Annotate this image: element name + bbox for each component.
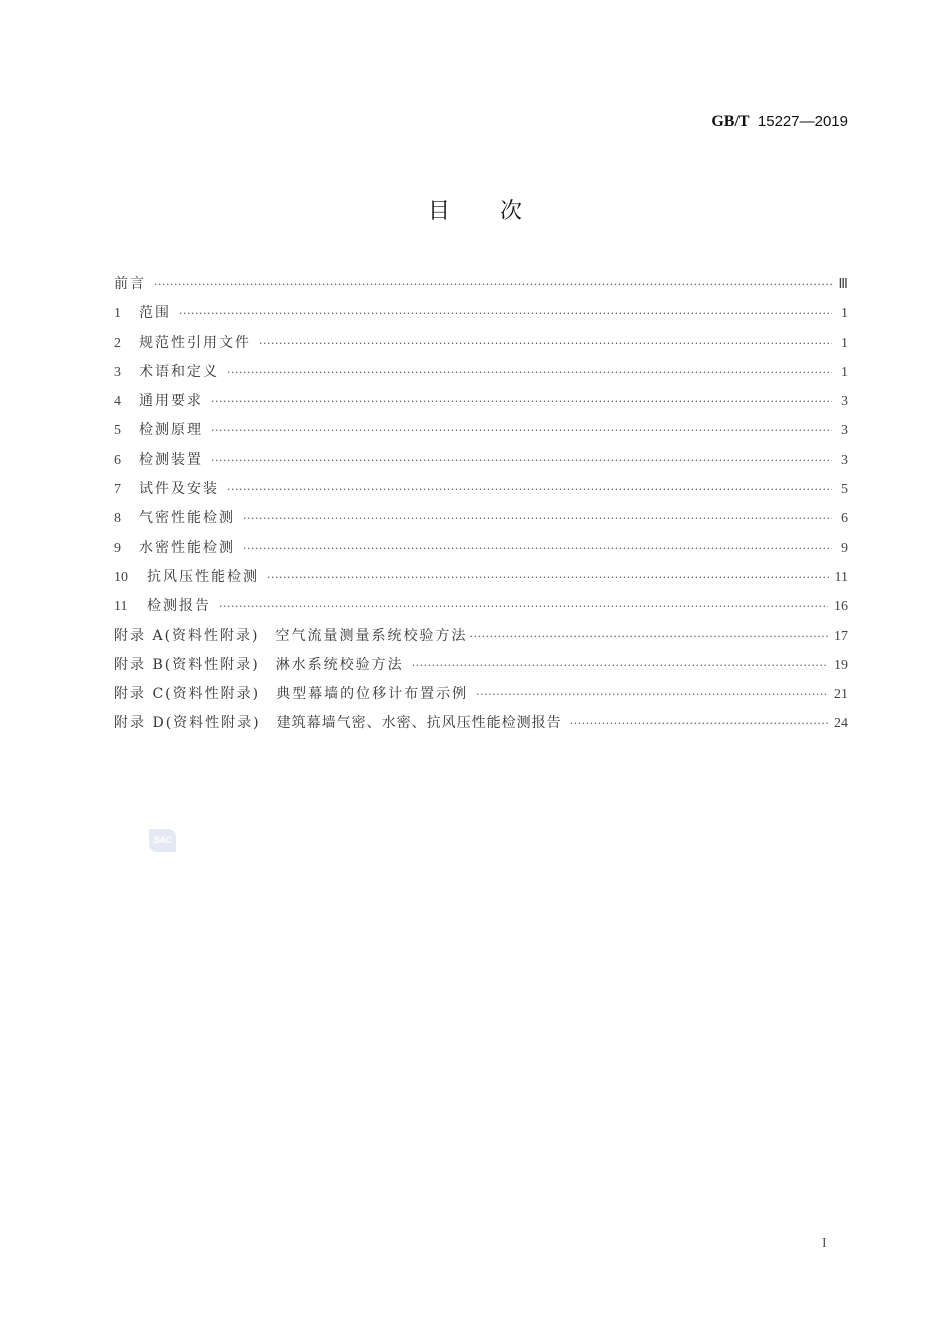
page-number: I xyxy=(822,1236,827,1251)
toc-entry[interactable] xyxy=(114,299,848,328)
toc-entry[interactable] xyxy=(114,504,848,533)
page-title xyxy=(0,194,950,225)
toc-label: 气密性能检测 xyxy=(139,510,235,527)
toc-leader-dots xyxy=(179,299,832,328)
toc-page: 9 xyxy=(841,540,848,556)
toc-number: 11 xyxy=(114,599,128,615)
toc-leader-dots xyxy=(476,680,828,709)
toc-leader-dots xyxy=(243,534,832,563)
toc-page: 17 xyxy=(834,628,848,644)
toc-leader-dots xyxy=(211,387,832,416)
toc-label: 抗风压性能检测 xyxy=(147,568,259,585)
annex-kind: (资料性附录) xyxy=(164,656,260,673)
toc-entry[interactable] xyxy=(114,592,848,621)
toc-label: 检测原理 xyxy=(139,422,203,439)
toc-label: 空气流量测量系统校验方法 xyxy=(275,627,468,644)
toc-label: 通用要求 xyxy=(139,393,203,410)
annex-prefix: 附录 A xyxy=(114,627,165,644)
toc-label: 规范性引用文件 xyxy=(139,334,251,351)
toc-entry-foreword[interactable] xyxy=(114,270,848,299)
toc-page: Ⅲ xyxy=(838,277,848,292)
toc-leader-dots xyxy=(219,592,828,621)
toc-page: 19 xyxy=(834,657,848,673)
toc-number: 5 xyxy=(114,423,121,439)
toc-label: 水密性能检测 xyxy=(139,539,235,556)
toc-leader-dots xyxy=(570,709,828,738)
toc-page: 11 xyxy=(834,569,848,585)
toc-page: 16 xyxy=(834,599,848,615)
toc-leader-dots xyxy=(154,270,832,299)
toc-leader-dots xyxy=(259,329,832,358)
toc-page: 3 xyxy=(841,423,848,439)
toc-page: 3 xyxy=(841,394,848,410)
toc-leader-dots xyxy=(211,446,832,475)
toc-leader-dots xyxy=(243,504,832,533)
annex-prefix: 附录 D xyxy=(114,715,166,732)
toc-number: 6 xyxy=(114,452,121,468)
toc-page: 1 xyxy=(841,306,848,322)
toc-page: 1 xyxy=(841,364,848,380)
toc-page: 5 xyxy=(841,482,848,498)
toc-label: 检测装置 xyxy=(139,451,203,468)
toc-page: 21 xyxy=(834,687,848,703)
toc-number: 2 xyxy=(114,335,121,351)
toc-number: 3 xyxy=(114,364,121,380)
toc-label: 检测报告 xyxy=(147,598,211,615)
toc-page: 1 xyxy=(841,335,848,351)
toc-entry[interactable] xyxy=(114,387,848,416)
toc-label: 试件及安装 xyxy=(139,481,219,498)
standard-code xyxy=(711,113,848,131)
toc-label: 范围 xyxy=(139,305,171,322)
annex-kind: (资料性附录) xyxy=(164,627,260,644)
toc-leader-dots xyxy=(412,651,828,680)
toc-page: 3 xyxy=(841,452,848,468)
standard-number: 15227—2019 xyxy=(757,113,848,130)
annex-kind: (资料性附录) xyxy=(165,686,261,703)
toc-entry[interactable] xyxy=(114,534,848,563)
toc-entry[interactable] xyxy=(114,329,848,358)
toc-label: 建筑幕墙气密、水密、抗风压性能检测报告 xyxy=(276,715,562,732)
toc-number: 8 xyxy=(114,511,121,527)
toc-entry[interactable] xyxy=(114,563,848,592)
toc-number: 1 xyxy=(114,306,121,322)
toc-entry[interactable] xyxy=(114,358,848,387)
toc-entry[interactable] xyxy=(114,475,848,504)
toc-leader-dots xyxy=(227,358,832,387)
toc-leader-dots xyxy=(470,622,829,651)
toc-annex-a[interactable] xyxy=(114,622,848,651)
toc-leader-dots xyxy=(267,563,829,592)
toc-annex-b[interactable] xyxy=(114,651,848,680)
toc-label: 前言 xyxy=(114,276,146,292)
table-of-contents xyxy=(114,270,848,739)
standard-prefix: GB/T xyxy=(711,113,750,130)
title-char-1: 目 xyxy=(427,199,450,224)
toc-label: 典型幕墙的位移计布置示例 xyxy=(276,686,469,703)
toc-label: 术语和定义 xyxy=(139,363,219,380)
toc-page: 24 xyxy=(834,716,848,732)
title-char-2: 次 xyxy=(500,199,523,224)
toc-annex-c[interactable] xyxy=(114,680,848,709)
annex-prefix: 附录 C xyxy=(114,686,166,703)
toc-leader-dots xyxy=(211,416,832,445)
toc-number: 10 xyxy=(114,569,128,585)
sac-logo-icon xyxy=(149,829,176,852)
toc-number: 9 xyxy=(114,540,121,556)
toc-number: 7 xyxy=(114,482,121,498)
toc-page: 6 xyxy=(841,511,848,527)
toc-number: 4 xyxy=(114,394,121,410)
toc-leader-dots xyxy=(227,475,832,504)
toc-annex-d[interactable] xyxy=(114,709,848,738)
annex-prefix: 附录 B xyxy=(114,656,165,673)
toc-label: 淋水系统校验方法 xyxy=(275,656,404,673)
toc-entry[interactable] xyxy=(114,446,848,475)
annex-kind: (资料性附录) xyxy=(165,715,261,732)
logo-text: SAC xyxy=(153,835,172,845)
toc-entry[interactable] xyxy=(114,416,848,445)
